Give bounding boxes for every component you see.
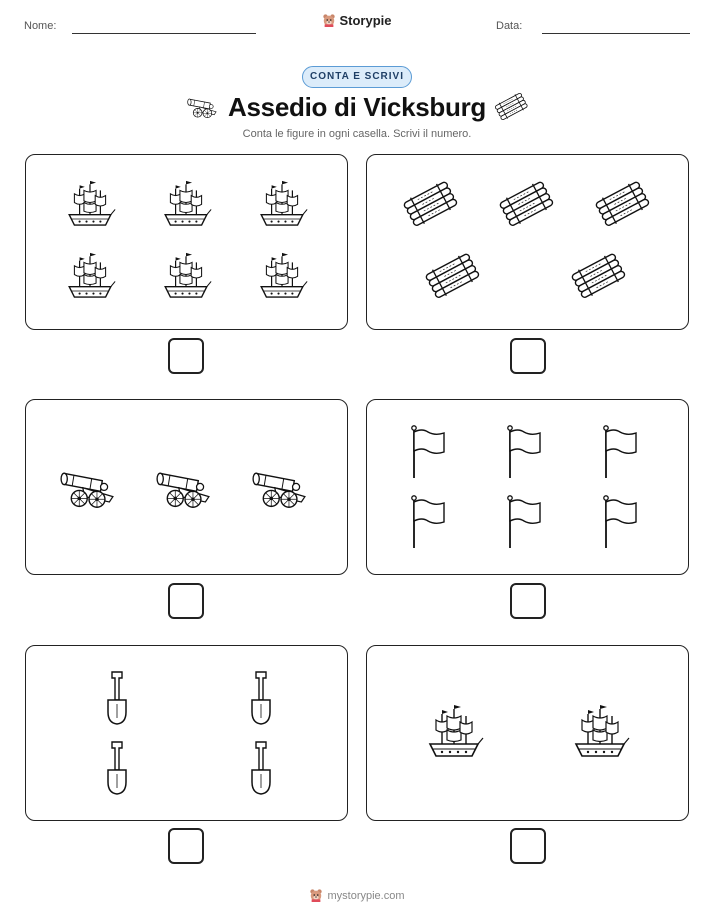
answer-box-5[interactable] xyxy=(168,828,204,864)
shovel-icon xyxy=(244,740,274,796)
storypie-logo-icon xyxy=(322,13,336,27)
shovel-icon xyxy=(100,740,130,796)
cannon-icon xyxy=(154,458,216,514)
flag-icon xyxy=(504,494,544,550)
flag-icon xyxy=(408,424,448,480)
date-label: Data: xyxy=(496,20,523,32)
ship-icon xyxy=(424,704,484,764)
flag-icon xyxy=(600,424,640,480)
answer-box-3[interactable] xyxy=(168,583,204,619)
shovel-icon xyxy=(100,670,130,726)
storypie-logo-icon xyxy=(309,888,323,902)
shovel-icon xyxy=(244,670,274,726)
name-label: Nome: xyxy=(24,20,57,32)
log-raft-icon xyxy=(570,252,626,298)
date-line[interactable] xyxy=(542,33,690,34)
brand-logo xyxy=(0,13,714,28)
flag-icon xyxy=(600,494,640,550)
flag-icon xyxy=(408,494,448,550)
log-raft-icon xyxy=(594,180,650,226)
footer xyxy=(0,888,714,902)
answer-box-1[interactable] xyxy=(168,338,204,374)
cannon-icon xyxy=(250,458,312,514)
ship-icon xyxy=(64,180,116,232)
log-raft-icon xyxy=(402,180,458,226)
instructions: Conta le figure in ogni casella. Scrivi il numero. xyxy=(242,128,472,140)
ship-icon xyxy=(570,704,630,764)
ship-icon xyxy=(160,180,212,232)
ship-icon xyxy=(256,252,308,304)
count-panel-6 xyxy=(366,645,689,821)
footer-url[interactable]: mystorypie.com xyxy=(327,890,405,902)
page-title: Assedio di Vicksburg xyxy=(228,92,486,122)
name-line[interactable] xyxy=(72,33,256,34)
answer-box-6[interactable] xyxy=(510,828,546,864)
log-raft-icon xyxy=(424,252,480,298)
cannon-icon xyxy=(58,458,120,514)
brand-name: Storypie xyxy=(339,13,392,28)
count-panel-5 xyxy=(25,645,348,821)
ship-icon xyxy=(256,180,308,232)
answer-box-4[interactable] xyxy=(510,583,546,619)
log-raft-icon xyxy=(498,180,554,226)
ship-icon xyxy=(64,252,116,304)
answer-box-2[interactable] xyxy=(510,338,546,374)
activity-badge: CONTA E SCRIVI xyxy=(302,66,412,88)
ship-icon xyxy=(160,252,212,304)
log-raft-icon xyxy=(494,92,528,120)
flag-icon xyxy=(504,424,544,480)
